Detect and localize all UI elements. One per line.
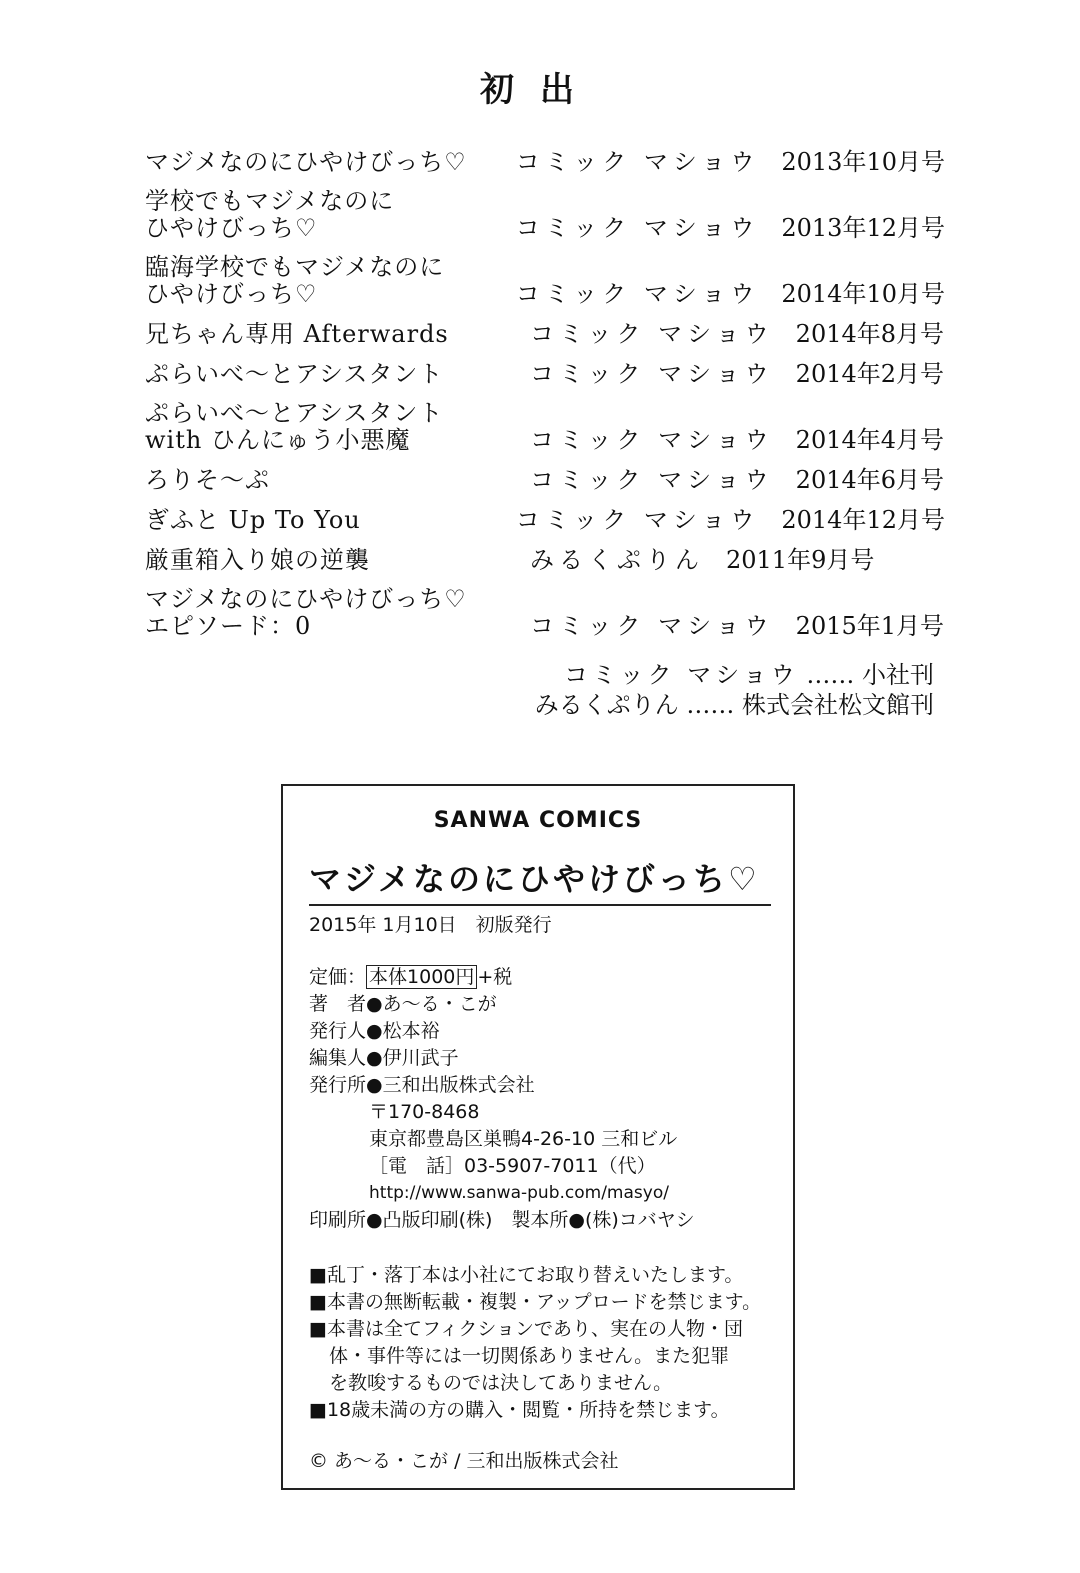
- entry-title: 学校でもマジメなのに ひやけびっち♡: [145, 187, 395, 242]
- list-item: [145, 361, 945, 388]
- notice-line: ■本書の無断転載・複製・アップロードを禁じます。: [309, 1291, 762, 1313]
- list-item: [145, 467, 945, 494]
- edition-date: 2015年 1月10日 初版発行: [309, 914, 552, 936]
- entry-issue: 2014年12月号: [781, 506, 945, 534]
- entry-title: 臨海学校でもマジメなのに ひやけびっち♡: [145, 253, 445, 308]
- entry-issue: 2014年4月号: [795, 426, 945, 454]
- list-item: [145, 547, 945, 574]
- address: 東京都豊島区巣鴨4-26-10 三和ビル: [369, 1128, 678, 1150]
- editor: 編集人●伊川武子: [309, 1047, 459, 1069]
- entry-issue: 2011年9月号: [726, 546, 875, 574]
- list-item: [145, 321, 945, 348]
- copyright: © あ～る・こが / 三和出版株式会社: [309, 1450, 619, 1472]
- notices: [309, 1262, 789, 1424]
- list-item: [145, 584, 945, 640]
- entry-magazine: みるくぷりん: [530, 546, 704, 574]
- book-title: マジメなのにひやけびっち♡: [309, 854, 771, 906]
- entry-magazine: コミック マショウ: [530, 360, 774, 388]
- entry-issue: 2014年8月号: [795, 320, 945, 348]
- entry-title: ろりそ～ぷ: [145, 466, 270, 494]
- entry-title: 厳重箱入り娘の逆襲: [145, 546, 370, 574]
- publishing-company: 発行所●三和出版株式会社: [309, 1074, 535, 1096]
- notice-line: ■18歳未満の方の購入・閲覧・所持を禁じます。: [309, 1399, 730, 1421]
- entry-magazine: コミック マショウ: [530, 466, 774, 494]
- notice-line: 体・事件等には一切関係ありません。また犯罪: [329, 1345, 730, 1367]
- entry-issue: 2014年6月号: [795, 466, 945, 494]
- list-item: [145, 507, 945, 534]
- entry-magazine: コミック マショウ: [515, 148, 760, 176]
- entry-magazine: コミック マショウ: [515, 280, 760, 308]
- publisher-person: 発行人●松本裕: [309, 1020, 440, 1042]
- notice-line: を教唆するものでは決してありません。: [329, 1372, 673, 1394]
- entry-issue: 2013年12月号: [781, 214, 945, 242]
- list-item: [145, 186, 945, 242]
- entry-magazine: コミック マショウ: [530, 612, 774, 640]
- entry-magazine: コミック マショウ: [530, 426, 774, 454]
- colophon-box: [281, 784, 795, 1490]
- entry-magazine: コミック マショウ: [515, 506, 760, 534]
- author: 著 者●あ～る・こが: [309, 993, 497, 1015]
- postal-code: 〒170-8468: [369, 1101, 480, 1123]
- entry-magazine: コミック マショウ: [515, 214, 760, 242]
- entry-title: 兄ちゃん専用 Afterwards: [145, 320, 449, 348]
- notice-line: ■本書は全てフィクションであり、実在の人物・団: [309, 1318, 744, 1340]
- phone: ［電 話］03-5907-7011（代）: [369, 1155, 656, 1177]
- price: 定価： 本体1000円 +税: [309, 966, 513, 988]
- entry-title: マジメなのにひやけびっち♡ エピソード：0: [145, 585, 467, 640]
- list-item: [145, 398, 945, 454]
- page-heading: 初出: [480, 70, 600, 110]
- notice-line: ■乱丁・落丁本は小社にてお取り替えいたします。: [309, 1264, 744, 1286]
- entry-title: マジメなのにひやけびっち♡: [145, 148, 467, 176]
- entry-issue: 2014年2月号: [795, 360, 945, 388]
- entry-title: ぎふと Up To You: [145, 506, 361, 534]
- entry-issue: 2014年10月号: [781, 280, 945, 308]
- publisher-note: コミック マショウ …… 小社刊: [564, 661, 934, 689]
- website-url: http://www.sanwa-pub.com/masyo/: [369, 1183, 669, 1203]
- publisher-note: みるくぷりん …… 株式会社松文館刊: [534, 691, 934, 719]
- publisher-notes: [535, 660, 934, 720]
- list-item: [145, 252, 945, 308]
- imprint-label: SANWA COMICS: [433, 808, 643, 833]
- first-appearance-list: [145, 138, 945, 640]
- entry-issue: 2015年1月号: [795, 612, 945, 640]
- printer: 印刷所●凸版印刷(株) 製本所●(株)コバヤシ: [309, 1209, 695, 1231]
- publication-details: [309, 964, 789, 1234]
- entry-title: ぷらいべ～とアシスタント: [145, 360, 444, 388]
- entry-issue: 2013年10月号: [781, 148, 945, 176]
- entry-magazine: コミック マショウ: [530, 320, 774, 348]
- list-item: [145, 138, 945, 176]
- entry-title: ぷらいべ～とアシスタント with ひんにゅう小悪魔: [145, 399, 444, 454]
